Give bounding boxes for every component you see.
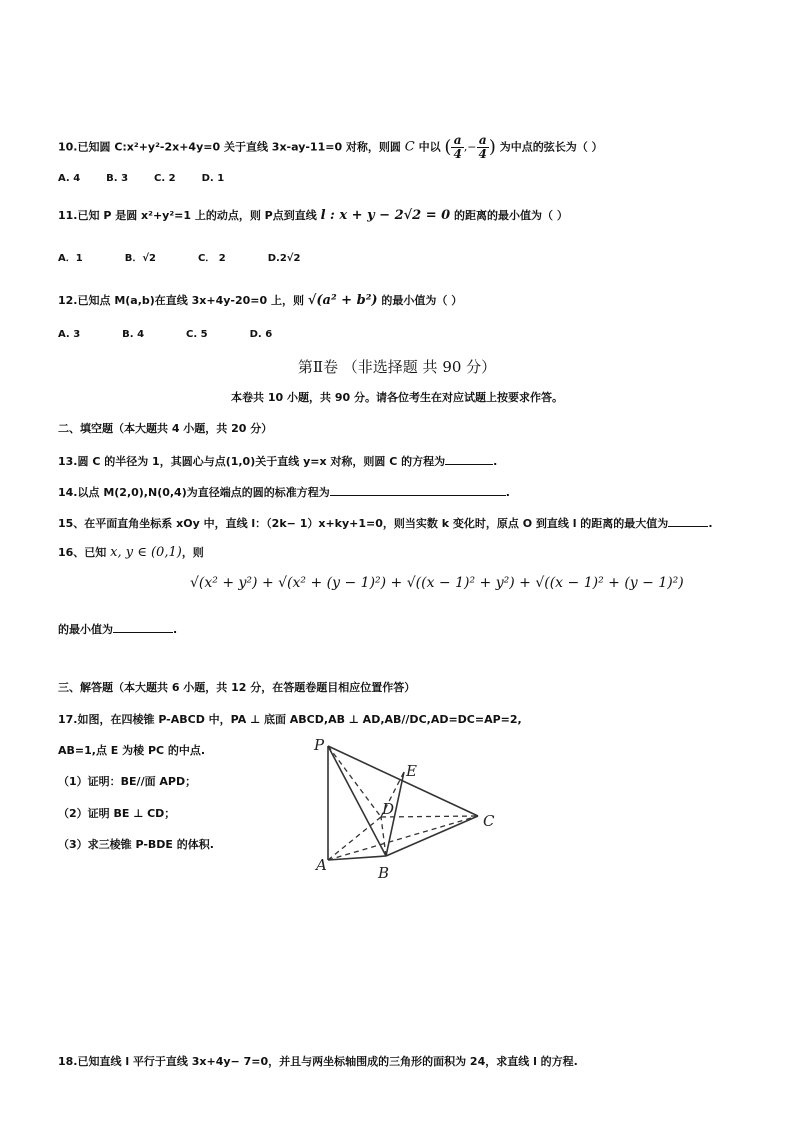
label-d: D [382,800,395,818]
q10-text-c: 为中点的弦长为（ ） [499,140,603,154]
q10-frac-1: $\frac{a}{4}$ [453,133,462,161]
q13 [58,452,497,470]
q10-circle-var: C [404,139,415,155]
q16-tail [58,620,177,638]
q11-text-a: 11.已知 P 是圆 x²+y²=1 上的动点，则 P点到直线 [58,209,317,222]
q18: 18.已知直线 l 平行于直线 3x+4y− 7=0，并且与两坐标轴围成的三角形的面积为 24，求直线 l 的方程. [58,1055,578,1068]
q15 [58,514,713,532]
q13-text: 13.圆 C 的半径为 1，其圆心与点(1,0)关于直线 y=x 对称，则圆 C 的方程为 [58,455,446,468]
pyramid-diagram [308,734,508,882]
q17-sub3: （3）求三棱锥 P-BDE 的体积. [58,838,214,851]
label-b: B [378,864,390,882]
q15-end: . [708,517,713,530]
q17-line1: 17.如图，在四棱锥 P-ABCD 中，PA ⊥ 底面 ABCD,AB ⊥ AD,AB//DC,AD=DC=AP=2, [58,713,522,726]
edge-ac [328,816,478,860]
part2-subtitle: 本卷共 10 小题，共 90 分。请各位考生在对应试题上按要求作答。 [231,391,563,404]
q10-stem: 10.已知圆 C:x²+y²-2x+4y=0 关于直线 3x-ay-11=0 对称，则圆 C 中以 ( $\frac{a}{4}$ ,− $\frac{a}{4}$ ) 为中点的弦长为（ ） [58,133,603,161]
q10-option-d: D. 1 [201,173,225,184]
q10-option-a: A. 4 [58,173,81,184]
edge-pc [328,746,478,816]
q16-text-b: ，则 [181,546,204,559]
q12-option-b: B. 4 [122,329,145,340]
section2-heading: 二、填空题（本大题共 4 小题，共 20 分） [58,422,273,435]
edge-dc [381,816,478,817]
q14 [58,483,510,501]
q12-options [58,327,314,343]
q11-option-d: D.2√2 [267,253,301,264]
q14-answer-blank [330,483,506,496]
label-a: A [316,856,327,874]
q17-sub2: （2）证明 BE ⊥ CD； [58,807,176,820]
q16-answer-blank [113,620,173,633]
part2-title: 第Ⅱ卷 （非选择题 共 90 分） [297,358,497,376]
section3-heading: 三、解答题（本大题共 6 小题，共 12 分，在答题卷题目相应位置作答） [58,681,416,694]
q12-option-a: A. 3 [58,329,81,340]
q10-frac-2: $\frac{a}{4}$ [478,133,487,161]
q11-options [58,251,342,267]
edge-ab [328,856,386,860]
q10-option-c: C. 2 [154,173,176,184]
q11-option-c: C． 2 [197,253,226,264]
q13-end: . [493,455,498,468]
q12-expr: √(a² + b²) [307,293,378,308]
q15-answer-blank [668,514,708,527]
q14-text: 14.以点 M(2,0),N(0,4)为直径端点的圆的标准方程为 [58,486,330,499]
q12-option-d: D. 6 [249,329,273,340]
q11-line-expr: l : x + y − 2√2 = 0 [320,208,451,223]
edge-pb [328,746,386,856]
q10-option-b: B. 3 [106,173,129,184]
label-e: E [406,762,417,780]
q10-options [58,171,250,187]
q16-text: 16、已知 [58,546,107,559]
q15-text: 15、在平面直角坐标系 xOy 中，直线 l：（2k− 1）x+ky+1=0，则当实数 k 变化时，原点 O 到直线 l 的距离的最大值为 [58,517,669,530]
q11-option-b: B．√2 [124,253,156,264]
q16-condition: x, y ∈ (0,1) [110,545,182,560]
q17-sub1: （1）证明：BE//面 APD； [58,775,197,788]
q11-text-b: 的距离的最小值为（ ） [454,209,568,222]
q10-text-a: 10.已知圆 C:x²+y²-2x+4y=0 关于直线 3x-ay-11=0 对称，则圆 [58,140,401,154]
q12-option-c: C. 5 [186,329,208,340]
label-p: P [314,736,325,754]
edge-ad [328,817,381,860]
q11-option-a: A．1 [58,253,83,264]
q17-line2: AB=1,点 E 为棱 PC 的中点. [58,744,206,757]
q14-end: . [505,486,510,499]
q12-text-b: 的最小值为（ ） [381,294,463,307]
q16-formula: √(x² + y²) + √(x² + (y − 1)²) + √((x − 1)² + y²) + √((x − 1)² + (y − 1)²) [190,575,684,591]
q16-stem [58,545,204,561]
edge-pd [328,746,381,817]
q11-stem [58,208,568,224]
q12-text-a: 12.已知点 M(a,b)在直线 3x+4y-20=0 上，则 [58,294,304,307]
q13-answer-blank [445,452,493,465]
label-c: C [483,812,495,830]
q16-end: . [173,623,178,636]
q16-tail-text: 的最小值为 [58,623,113,636]
edge-bc [386,816,478,856]
q10-text-b: 中以 [418,140,441,154]
q12-stem [58,293,462,309]
